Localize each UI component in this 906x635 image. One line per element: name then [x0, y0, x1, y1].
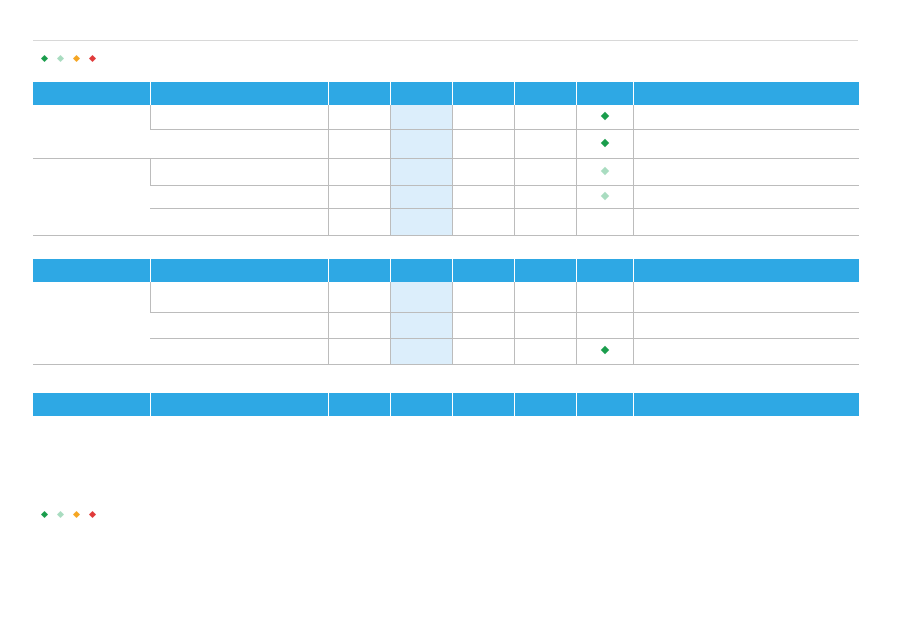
- in-progress-diamond-icon: [600, 192, 608, 200]
- header-first-quarter: [328, 393, 390, 416]
- header-performance-measures: [150, 259, 328, 282]
- table-row: [33, 312, 859, 338]
- second-quarter-cell: [390, 338, 452, 364]
- target-cell: [452, 129, 514, 158]
- table-row: [33, 158, 859, 185]
- legend-top: [40, 55, 104, 64]
- legend-diamond-icon: [57, 511, 64, 518]
- second-quarter-cell: [390, 208, 452, 235]
- header-target: [452, 259, 514, 282]
- sportsgrounds-table: [33, 259, 859, 365]
- performance-measure-cell: [150, 208, 328, 235]
- table-header-row: [33, 259, 859, 282]
- header-comment: [633, 259, 859, 282]
- target-cell: [452, 105, 514, 129]
- target-cell: [452, 158, 514, 185]
- header-level-of-service: [33, 82, 150, 105]
- performance-measure-cell: [150, 338, 328, 364]
- header-level-of-service: [33, 259, 150, 282]
- header-actual: [514, 393, 576, 416]
- header-first-quarter: [328, 82, 390, 105]
- target-cell: [452, 208, 514, 235]
- header-comment: [633, 82, 859, 105]
- second-quarter-cell: [390, 105, 452, 129]
- first-quarter-cell: [328, 312, 390, 338]
- header-indicator: [576, 82, 633, 105]
- comment-cell: [633, 282, 859, 312]
- table-row: [33, 208, 859, 235]
- level-of-service-cell: [33, 158, 150, 235]
- header-actual: [514, 259, 576, 282]
- level-of-service-cell: [33, 105, 150, 158]
- first-quarter-cell: [328, 282, 390, 312]
- header-second-quarter: [390, 259, 452, 282]
- reserves-table: [33, 393, 859, 416]
- legend-bottom: [40, 511, 104, 520]
- header-indicator: [576, 393, 633, 416]
- comment-cell: [633, 129, 859, 158]
- performance-measure-cell: [150, 282, 328, 312]
- comment-cell: [633, 158, 859, 185]
- performance-measure-cell: [150, 158, 328, 185]
- legend-diamond-icon: [89, 55, 96, 62]
- target-cell: [452, 338, 514, 364]
- comment-cell: [633, 105, 859, 129]
- achieved-diamond-icon: [600, 112, 608, 120]
- indicator-cell: [576, 185, 633, 208]
- legend-diamond-icon: [57, 55, 64, 62]
- second-quarter-cell: [390, 158, 452, 185]
- comment-cell: [633, 185, 859, 208]
- actual-cell: [514, 338, 576, 364]
- target-cell: [452, 185, 514, 208]
- actual-cell: [514, 312, 576, 338]
- actual-cell: [514, 208, 576, 235]
- actual-cell: [514, 158, 576, 185]
- first-quarter-cell: [328, 105, 390, 129]
- header-actual: [514, 82, 576, 105]
- indicator-cell: [576, 282, 633, 312]
- table-header-row: [33, 82, 859, 105]
- actual-cell: [514, 129, 576, 158]
- actual-cell: [514, 185, 576, 208]
- header-first-quarter: [328, 259, 390, 282]
- header-comment: [633, 393, 859, 416]
- legend-diamond-icon: [73, 511, 80, 518]
- legend-diamond-icon: [41, 55, 48, 62]
- performance-measure-cell: [150, 129, 328, 158]
- comment-cell: [633, 208, 859, 235]
- performance-measure-cell: [150, 312, 328, 338]
- in-progress-diamond-icon: [600, 167, 608, 175]
- header-performance-measures: [150, 393, 328, 416]
- first-quarter-cell: [328, 338, 390, 364]
- performance-measure-cell: [150, 185, 328, 208]
- second-quarter-cell: [390, 129, 452, 158]
- indicator-cell: [576, 158, 633, 185]
- header-second-quarter: [390, 82, 452, 105]
- second-quarter-cell: [390, 282, 452, 312]
- first-quarter-cell: [328, 208, 390, 235]
- first-quarter-cell: [328, 158, 390, 185]
- header-indicator: [576, 259, 633, 282]
- target-cell: [452, 282, 514, 312]
- table-header-row: [33, 393, 859, 416]
- target-cell: [452, 312, 514, 338]
- table-row: [33, 185, 859, 208]
- title-divider: [33, 40, 858, 41]
- indicator-cell: [576, 312, 633, 338]
- header-target: [452, 82, 514, 105]
- legend-diamond-icon: [41, 511, 48, 518]
- table-row: [33, 282, 859, 312]
- actual-cell: [514, 105, 576, 129]
- second-quarter-cell: [390, 312, 452, 338]
- header-second-quarter: [390, 393, 452, 416]
- table-row: [33, 129, 859, 158]
- kennedy-park-table: [33, 82, 859, 236]
- header-level-of-service: [33, 393, 150, 416]
- actual-cell: [514, 282, 576, 312]
- achieved-diamond-icon: [600, 139, 608, 147]
- table-row: [33, 105, 859, 129]
- achieved-diamond-icon: [600, 346, 608, 354]
- indicator-cell: [576, 129, 633, 158]
- first-quarter-cell: [328, 129, 390, 158]
- indicator-cell: [576, 105, 633, 129]
- legend-diamond-icon: [89, 511, 96, 518]
- indicator-cell: [576, 208, 633, 235]
- second-quarter-cell: [390, 185, 452, 208]
- indicator-cell: [576, 338, 633, 364]
- table-row: [33, 338, 859, 364]
- comment-cell: [633, 312, 859, 338]
- comment-cell: [633, 338, 859, 364]
- performance-measure-cell: [150, 105, 328, 129]
- level-of-service-cell: [33, 282, 150, 364]
- header-target: [452, 393, 514, 416]
- first-quarter-cell: [328, 185, 390, 208]
- legend-diamond-icon: [73, 55, 80, 62]
- header-performance-measures: [150, 82, 328, 105]
